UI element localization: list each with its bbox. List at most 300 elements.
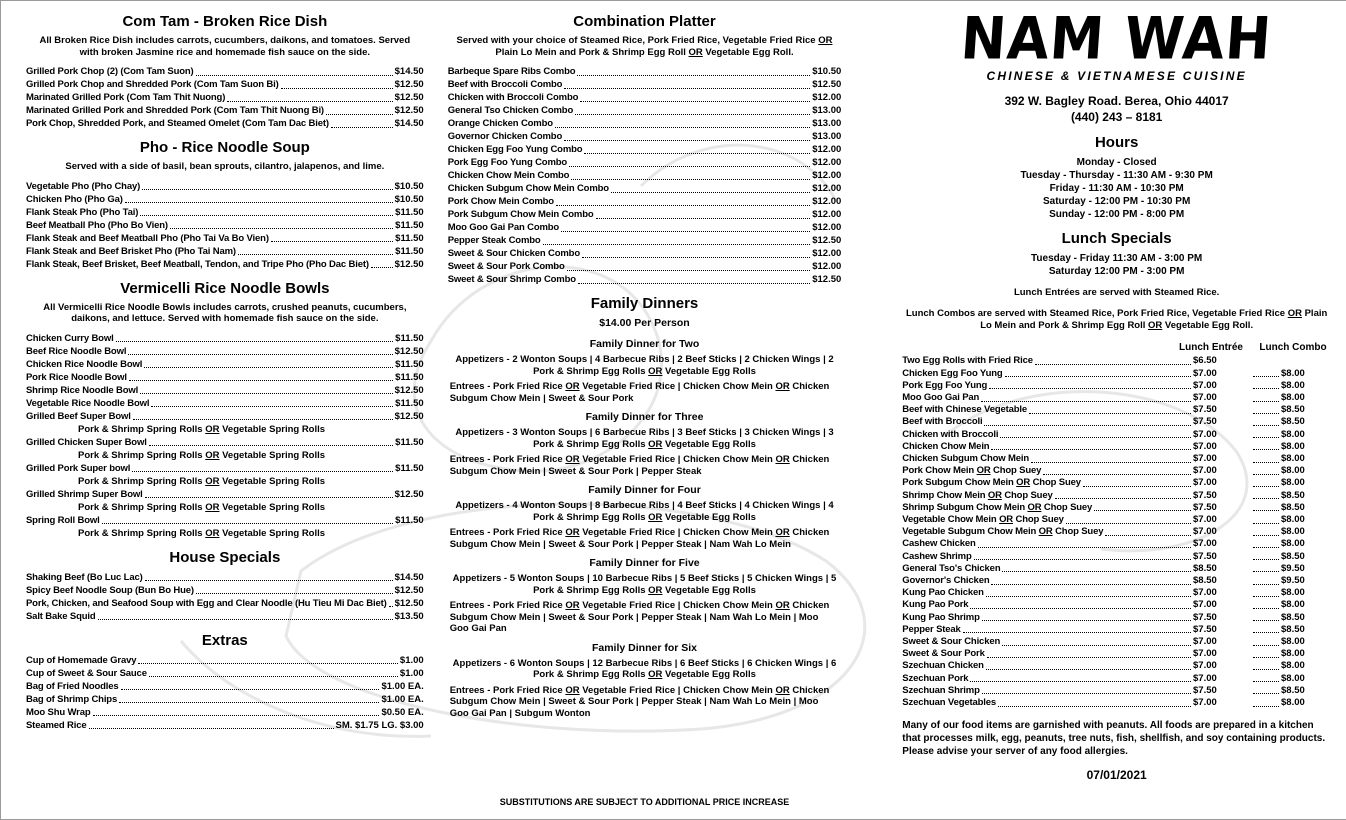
lunch-combo-price: $8.00 (1281, 526, 1305, 538)
dot-leader (543, 244, 811, 245)
dot-leader (998, 706, 1191, 707)
item-name: Beef with Broccoli (902, 416, 983, 428)
dot-leader (1002, 571, 1191, 572)
menu-item-row (26, 693, 424, 706)
restaurant-cuisine-tagline: CHINESE & VIETNAMESE CUISINE (986, 69, 1247, 84)
lunch-combo-price: $8.00 (1281, 587, 1305, 599)
lunch-combo-price: $8.00 (1281, 379, 1305, 391)
substitutions-notice: SUBSTITUTIONS ARE SUBJECT TO ADDITIONAL PRICE INCREASE (499, 797, 790, 807)
lunch-entree-note: Lunch Entrées are served with Steamed Rice. (1013, 287, 1220, 299)
menu-item-row (26, 104, 424, 117)
item-name: Chicken Chow Mein Combo (447, 170, 570, 181)
lunch-entree-price: $7.00 (1193, 526, 1217, 538)
item-name: Pepper Steak Combo (447, 235, 541, 246)
entrees-label: Entrees - (449, 600, 491, 611)
dot-leader (138, 663, 398, 664)
lunch-entree-price: $7.50 (1193, 489, 1217, 501)
dot-leader (326, 114, 393, 115)
lunch-combo-price: $8.00 (1281, 538, 1305, 550)
lunch-item-row (902, 551, 1331, 563)
item-price: SM. $1.75 LG. $3.00 (335, 719, 424, 731)
dot-leader (991, 584, 1191, 585)
entrees-text: Pork Fried Rice OR Vegetable Fried Rice | Chicken Chow Mein OR Chicken Subgum Chow Mein | Sweet & Sour Pork (449, 381, 830, 404)
dot-leader (1253, 401, 1279, 402)
item-name: Kung Pao Pork (902, 599, 969, 611)
item-name: Kung Pao Shrimp (902, 611, 980, 623)
lunch-entree-price: $6.50 (1193, 355, 1217, 367)
appetizers-text: 3 Wonton Soups | 6 Barbecue Ribs | 3 Beef Sticks | 3 Chicken Wings | 3 Pork & Shrimp Egg Rolls OR Vegetable Egg Rolls (512, 427, 834, 450)
dot-leader (151, 406, 393, 407)
item-name: Sweet & Sour Chicken (902, 635, 1001, 647)
item-price: $10.50 (812, 66, 842, 77)
menu-item-row (448, 273, 842, 286)
item-price: $12.50 (394, 584, 424, 596)
menu-item-row (26, 719, 424, 732)
entrees-label: Entrees - (449, 684, 491, 696)
item-price: $12.50 (394, 258, 424, 270)
item-name: Kung Pao Chicken (902, 587, 984, 599)
item-name: Spicy Beef Noodle Soup (Bun Bo Hue) (26, 584, 194, 596)
lunch-combo-price: $8.00 (1281, 599, 1305, 611)
dot-leader (196, 593, 393, 594)
item-name: Sweet & Sour Pork Combo (447, 261, 565, 272)
hours-line: Monday - Closed (1076, 157, 1157, 169)
menu-item-row (26, 245, 424, 258)
lunch-item-row (902, 416, 1331, 428)
dot-leader (1253, 706, 1279, 707)
dot-leader (1253, 645, 1279, 646)
family-dinner-entrees (450, 527, 840, 550)
lunch-combo-price: $8.00 (1281, 696, 1305, 708)
appetizers-text: 2 Wonton Soups | 4 Barbecue Ribs | 2 Beef Sticks | 2 Chicken Wings | 2 Pork & Shrimp Egg Rolls OR Vegetable Egg Rolls (512, 354, 834, 377)
menu-item-row (26, 91, 424, 104)
dot-leader (271, 241, 393, 242)
lunch-items-list (902, 355, 1331, 709)
dot-leader (1094, 510, 1191, 511)
lunch-item-row (902, 660, 1331, 672)
item-name: Beef Meatball Pho (Pho Bo Vien) (26, 219, 168, 231)
lunch-combo-price: $8.50 (1281, 416, 1305, 428)
dot-leader (1253, 462, 1279, 463)
item-name: Two Egg Rolls with Fried Rice (902, 355, 1033, 367)
lunch-combo-price: $8.00 (1281, 635, 1305, 647)
item-price: $1.00 EA. (381, 680, 424, 692)
dot-leader (1253, 669, 1279, 670)
item-price: $11.50 (395, 219, 424, 231)
dot-leader (577, 75, 810, 76)
lunch-entree-price: $7.00 (1193, 452, 1217, 464)
item-name: Szechuan Vegetables (902, 696, 997, 708)
item-price: $12.50 (812, 274, 842, 285)
item-name: Grilled Pork Chop (2) (Com Tam Suon) (26, 66, 194, 77)
lunch-combo-price: $8.00 (1281, 391, 1305, 403)
lunch-combo-price: $8.00 (1281, 452, 1305, 464)
phone-number: (440) 243 – 8181 (1070, 110, 1163, 125)
lunch-item-row (902, 502, 1331, 514)
lunch-combo-price: $8.00 (1281, 477, 1305, 489)
dot-leader (1253, 425, 1279, 426)
entrees-label: Entrees - (449, 454, 491, 465)
section-title-family-dinners: Family Dinners (590, 295, 699, 312)
dot-leader (1031, 462, 1191, 463)
dot-leader (1253, 535, 1279, 536)
item-name: Shaking Beef (Bo Luc Lac) (26, 571, 143, 583)
dot-leader (561, 231, 810, 232)
item-name: Vegetable Subgum Chow Mein OR Chop Suey (902, 526, 1104, 538)
lunch-combo-price: $8.00 (1281, 660, 1305, 672)
item-name: Steamed Rice (26, 719, 87, 731)
menu-item-row (26, 488, 424, 501)
family-dinner-entrees (450, 454, 840, 477)
lunch-entree-price: $7.00 (1193, 635, 1217, 647)
dot-leader (596, 218, 811, 219)
dot-leader (986, 596, 1191, 597)
menu-item-row (448, 65, 842, 78)
dot-leader (1253, 608, 1279, 609)
item-name: Chicken Pho (Pho Ga) (26, 193, 123, 205)
menu-item-row (448, 169, 842, 182)
item-note: Pork & Shrimp Spring Rolls OR Vegetable Spring Rolls (78, 501, 326, 513)
lunch-entree-price: $7.00 (1193, 587, 1217, 599)
lunch-combo-price: $8.00 (1281, 428, 1305, 440)
item-price: $11.50 (395, 371, 424, 383)
dot-leader (89, 728, 334, 729)
item-price: $11.50 (395, 358, 424, 370)
dot-leader (1253, 486, 1279, 487)
dot-leader (145, 580, 393, 581)
dot-leader (564, 140, 810, 141)
item-name: Pork Egg Foo Yung (902, 379, 988, 391)
dot-leader (170, 228, 393, 229)
lunch-entree-price: $7.50 (1193, 416, 1217, 428)
dot-leader (1253, 681, 1279, 682)
item-price: $12.50 (394, 597, 424, 609)
dot-leader (1253, 596, 1279, 597)
section-items-pho (26, 180, 424, 271)
menu-item-row (26, 571, 424, 584)
dot-leader (978, 547, 1191, 548)
dot-leader (578, 283, 810, 284)
menu-item-row (26, 462, 424, 475)
lunch-combo-header: Lunch Combo (1259, 342, 1327, 354)
item-price: $14.50 (394, 571, 424, 583)
section-title-com-tam: Com Tam - Broken Rice Dish (122, 13, 328, 30)
menu-item-row (26, 384, 424, 397)
lunch-entree-price: $7.00 (1193, 648, 1217, 660)
appetizers-text: 4 Wonton Soups | 8 Barbecue Ribs | 4 Beef Sticks | 4 Chicken Wings | 4 Pork & Shrimp Egg Rolls OR Vegetable Egg Rolls (512, 500, 834, 523)
lunch-item-row (902, 526, 1331, 538)
section-description-combination: Served with your choice of Steamed Rice, Pork Fried Rice, Vegetable Fried Rice OR Plain Lo Mein and Pork & Shrimp Egg Roll OR Vegetable Egg Roll. (456, 35, 833, 58)
hours-line: Friday - 11:30 AM - 10:30 PM (1049, 183, 1184, 195)
lunch-combo-price: $8.50 (1281, 404, 1305, 416)
item-name: Pork Chow Mein Combo (447, 196, 554, 207)
dot-leader (93, 715, 380, 716)
dot-leader (1066, 523, 1191, 524)
item-name: Chicken Egg Foo Yung (902, 367, 1003, 379)
menu-item-row (26, 358, 424, 371)
dot-leader (1253, 620, 1279, 621)
item-name: Governor's Chicken (902, 574, 990, 586)
lunch-entree-price: $7.00 (1193, 428, 1217, 440)
item-note: Pork & Shrimp Spring Rolls OR Vegetable Spring Rolls (78, 423, 326, 435)
item-price: $12.00 (812, 92, 842, 103)
lunch-entree-price: $7.00 (1193, 599, 1217, 611)
menu-item-row (26, 654, 424, 667)
family-dinner-appetizers (450, 427, 840, 450)
lunch-combo-price: $9.50 (1281, 562, 1305, 574)
family-dinner-appetizers (450, 500, 840, 523)
item-name: Vegetable Chow Mein OR Chop Suey (902, 513, 1064, 525)
dot-leader (129, 380, 393, 381)
lunch-entree-price: $7.00 (1193, 672, 1217, 684)
hours-line: Saturday - 12:00 PM - 10:30 PM (1043, 196, 1191, 208)
item-name: Sweet & Sour Pork (902, 648, 985, 660)
menu-item-row (448, 91, 842, 104)
lunch-price-column-headers (902, 342, 1331, 353)
lunch-item-row (902, 599, 1331, 611)
item-name: Chicken Subgum Chow Mein Combo (447, 183, 609, 194)
dot-leader (584, 153, 810, 154)
right-column (857, 1, 1346, 819)
menu-item-row (26, 345, 424, 358)
section-description-vermicelli: All Vermicelli Rice Noodle Bowls includes carrots, crushed peanuts, cucumbers, daikons, and lettuce. Served with homemade fish sauce on the side. (43, 301, 407, 324)
lunch-item-row (902, 587, 1331, 599)
dot-leader (1253, 449, 1279, 450)
entrees-label: Entrees - (449, 381, 491, 392)
item-name: Chicken with Broccoli Combo (447, 92, 579, 103)
left-column (1, 1, 432, 819)
entrees-text: Pork Fried Rice OR Vegetable Fried Rice | Chicken Chow Mein OR Chicken Subgum Chow Mein | Sweet & Sour Pork | Pepper Steak (449, 454, 830, 477)
item-price: $11.50 (395, 245, 424, 257)
dot-leader (238, 254, 393, 255)
item-price: $11.50 (395, 462, 424, 474)
item-name: Pork Chop, Shredded Pork, and Steamed Omelet (Com Tam Dac Biet) (26, 118, 329, 129)
lunch-specials-time-line: Tuesday - Friday 11:30 AM - 3:00 PM (1031, 253, 1203, 265)
dot-leader (1029, 413, 1191, 414)
menu-item-row (26, 680, 424, 693)
lunch-combo-price: $8.00 (1281, 513, 1305, 525)
dot-leader (140, 215, 393, 216)
lunch-specials-title: Lunch Specials (1061, 230, 1172, 248)
section-items-extras (26, 654, 424, 732)
item-price: $12.00 (812, 157, 842, 168)
family-dinners-list (448, 331, 842, 723)
lunch-entree-price: $7.00 (1193, 379, 1217, 391)
lunch-entree-price: $7.00 (1193, 440, 1217, 452)
item-name: Bag of Fried Noodles (26, 680, 119, 692)
menu-item-row (448, 130, 842, 143)
appetizers-text: 6 Wonton Soups | 12 Barbecue Ribs | 6 Beef Sticks | 6 Chicken Wings | 6 Pork & Shrimp Egg Rolls OR Vegetable Egg Rolls (509, 657, 837, 680)
lunch-combo-price: $8.50 (1281, 550, 1305, 562)
menu-item-row (448, 260, 842, 273)
hours-title: Hours (1094, 134, 1139, 152)
dot-leader (98, 619, 393, 620)
section-items-com-tam (26, 65, 424, 130)
dot-leader (970, 681, 1191, 682)
family-dinner-title: Family Dinner for Two (589, 338, 700, 350)
allergy-notice: Many of our food items are garnished with peanuts. All foods are prepared in a kitchen that processes milk, egg, peanuts, tree nuts, fish, shellfish, and soy containing products. Please advise your server of any food allergies. (902, 720, 1326, 758)
item-name: Marinated Grilled Pork and Shredded Pork (Com Tam Thit Nuong Bi) (26, 105, 324, 116)
item-price: $12.50 (394, 79, 424, 90)
entrees-text: Pork Fried Rice OR Vegetable Fried Rice | Chicken Chow Mein OR Chicken Subgum Chow Mein | Sweet & Sour Pork | Pepper Steak | Nam Wah Lo Mein | Moo Goo Gai Pan (449, 600, 830, 634)
item-price: $12.50 (394, 410, 424, 422)
dot-leader (1005, 376, 1191, 377)
dot-leader (116, 341, 394, 342)
menu-item-row (448, 182, 842, 195)
dot-leader (132, 471, 393, 472)
item-name: Chicken Subgum Chow Mein (902, 452, 1030, 464)
section-items-house-specials (26, 571, 424, 623)
dot-leader (121, 689, 380, 690)
dot-leader (571, 179, 810, 180)
appetizers-label: Appetizers - (452, 573, 508, 584)
appetizers-label: Appetizers - (455, 500, 510, 511)
item-price: $12.00 (812, 196, 842, 207)
dot-leader (389, 606, 393, 607)
item-name: Salt Bake Squid (26, 610, 96, 622)
lunch-item-row (902, 404, 1331, 416)
item-name: Flank Steak and Beef Brisket Pho (Pho Tai Nam) (26, 245, 236, 257)
dot-leader (991, 449, 1191, 450)
item-name: Szechuan Pork (902, 672, 969, 684)
item-name: Shrimp Rice Noodle Bowl (26, 384, 139, 396)
dot-leader (1253, 376, 1279, 377)
section-title-house-specials: House Specials (169, 548, 281, 566)
lunch-item-row (902, 685, 1331, 697)
item-name: Flank Steak, Beef Brisket, Beef Meatball, Tendon, and Tripe Pho (Pho Dac Biet) (26, 258, 369, 270)
lunch-item-row (902, 355, 1331, 367)
appetizers-label: Appetizers - (452, 657, 508, 669)
item-name: Cashew Shrimp (902, 550, 972, 562)
item-name: Governor Chicken Combo (447, 131, 563, 142)
dot-leader (1253, 693, 1279, 694)
menu-item-row (26, 436, 424, 449)
lunch-entree-price: $7.50 (1193, 611, 1217, 623)
item-name: Grilled Pork Super bowl (26, 462, 131, 474)
dot-leader (611, 192, 810, 193)
lunch-combo-price: $8.50 (1281, 501, 1305, 513)
menu-item-row (26, 232, 424, 245)
item-name: Pepper Steak (902, 623, 961, 635)
item-name: Chicken Rice Noodle Bowl (26, 358, 143, 370)
item-name: Moo Shu Wrap (26, 706, 91, 718)
restaurant-logo: NAM WAH (958, 4, 1275, 73)
entrees-label: Entrees - (449, 527, 491, 538)
lunch-entree-price: $7.50 (1193, 501, 1217, 513)
lunch-combo-price: $8.00 (1281, 672, 1305, 684)
item-price: $14.50 (394, 66, 424, 77)
item-name: Grilled Chicken Super Bowl (26, 436, 147, 448)
item-price: $12.00 (812, 248, 842, 259)
middle-column (432, 1, 858, 819)
dot-leader (1055, 498, 1191, 499)
address: 392 W. Bagley Road. Berea, Ohio 44017 (1004, 94, 1229, 109)
menu-item-row (26, 371, 424, 384)
item-name: Flank Steak and Beef Meatball Pho (Pho Tai Va Bo Vien) (26, 232, 269, 244)
menu-date: 07/01/2021 (1086, 768, 1147, 783)
lunch-item-row (902, 624, 1331, 636)
item-name: Pork Rice Noodle Bowl (26, 371, 127, 383)
dot-leader (149, 676, 398, 677)
dot-leader (982, 620, 1191, 621)
lunch-combo-note: Lunch Combos are served with Steamed Rice, Pork Fried Rice, Vegetable Fried Rice OR Plain Lo Mein and Pork & Shrimp Egg Roll OR Vegetable Egg Roll. (905, 308, 1328, 332)
menu-item-row (26, 65, 424, 78)
family-dinner-appetizers (450, 354, 840, 377)
item-price: $1.00 (399, 667, 424, 679)
item-price: $10.50 (394, 180, 424, 192)
lunch-item-row (902, 697, 1331, 709)
dot-leader (145, 497, 393, 498)
item-name: Bag of Shrimp Chips (26, 693, 118, 705)
menu-item-row (448, 221, 842, 234)
lunch-combo-price: $8.00 (1281, 465, 1305, 477)
item-name: Cashew Chicken (902, 538, 976, 550)
hours-line: Sunday - 12:00 PM - 8:00 PM (1049, 209, 1185, 221)
section-items-vermicelli (26, 332, 424, 540)
item-price: $12.00 (812, 144, 842, 155)
family-dinner-appetizers (450, 658, 840, 681)
section-title-combination-platter: Combination Platter (573, 13, 716, 30)
item-name: Barbeque Spare Ribs Combo (447, 66, 576, 77)
family-dinner-title: Family Dinner for Five (589, 557, 700, 569)
lunch-combo-price: $8.00 (1281, 440, 1305, 452)
dot-leader (567, 270, 811, 271)
item-name: Shrimp Subgum Chow Mein OR Chop Suey (902, 501, 1093, 513)
menu-item-row (26, 332, 424, 345)
lunch-entree-price: $8.50 (1193, 562, 1217, 574)
lunch-entree-price: $7.50 (1193, 550, 1217, 562)
dot-leader (981, 401, 1191, 402)
lunch-specials-times (902, 252, 1331, 278)
item-name: Chicken Chow Mein (902, 440, 990, 452)
lunch-combo-price: $8.50 (1281, 611, 1305, 623)
dot-leader (1253, 584, 1279, 585)
item-price: $11.50 (395, 232, 424, 244)
dot-leader (984, 425, 1191, 426)
lunch-entree-price: $7.00 (1193, 513, 1217, 525)
lunch-item-row (902, 575, 1331, 587)
item-name: Cup of Homemade Gravy (26, 654, 137, 666)
family-dinner-entrees (450, 381, 840, 404)
menu-item-row (26, 597, 424, 610)
lunch-item-row (902, 514, 1331, 526)
lunch-item-row (902, 368, 1331, 380)
item-name: Beef with Chinese Vegetable (902, 404, 1028, 416)
dot-leader (582, 257, 810, 258)
item-price: $13.00 (812, 131, 842, 142)
menu-item-row (26, 397, 424, 410)
dot-leader (227, 101, 392, 102)
item-note: Pork & Shrimp Spring Rolls OR Vegetable Spring Rolls (78, 449, 326, 461)
lunch-combo-price: $8.00 (1281, 648, 1305, 660)
menu-item-row (26, 514, 424, 527)
item-price: $12.00 (812, 209, 842, 220)
item-name: Grilled Shrimp Super Bowl (26, 488, 143, 500)
dot-leader (1253, 559, 1279, 560)
lunch-item-row (902, 429, 1331, 441)
section-title-extras: Extras (201, 631, 248, 649)
menu-item-row (448, 234, 842, 247)
dot-leader (1035, 364, 1191, 365)
item-name: Szechuan Shrimp (902, 684, 980, 696)
lunch-item-row (902, 490, 1331, 502)
dot-leader (1043, 474, 1191, 475)
item-name: Pork, Chicken, and Seafood Soup with Egg and Clear Noodle (Hu Tieu Mi Dac Biet) (26, 597, 387, 609)
family-dinner-title: Family Dinner for Three (585, 411, 704, 423)
item-price: $12.50 (394, 105, 424, 116)
item-name: General Tso Chicken Combo (447, 105, 574, 116)
hours-line: Tuesday - Thursday - 11:30 AM - 9:30 PM (1020, 170, 1213, 182)
